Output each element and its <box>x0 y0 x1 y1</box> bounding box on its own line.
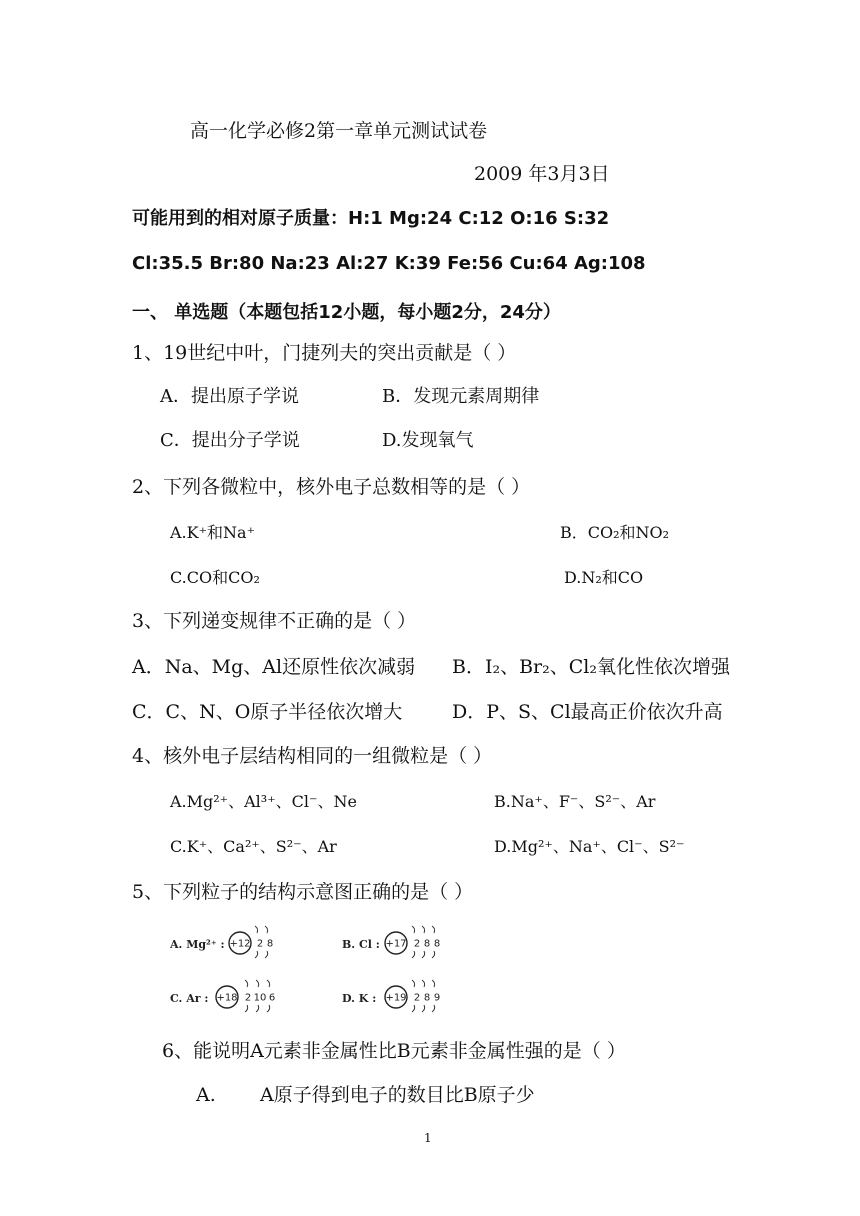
question-2-option-b: B．CO₂和NO₂ <box>560 523 670 542</box>
question-4-option-c: C.K⁺、Ca²⁺、S²⁻、Ar <box>170 837 337 856</box>
diagram-b-nucleus: +17 <box>385 938 407 950</box>
structure-diagram-b <box>342 918 472 966</box>
diagram-c-shell-3: 6 <box>268 992 276 1004</box>
diagram-c-nucleus: +18 <box>216 992 238 1004</box>
atomic-mass-line-2: Cl:35.5 Br:80 Na:23 Al:27 K:39 Fe:56 Cu:64 Ag:108 <box>132 253 646 274</box>
question-4-option-d: D.Mg²⁺、Na⁺、Cl⁻、S²⁻ <box>494 837 685 856</box>
diagram-d-shell-3: 9 <box>433 992 441 1004</box>
diagram-d-shell-1: 2 <box>413 992 421 1004</box>
question-4-option-b: B.Na⁺、F⁻、S²⁻、Ar <box>494 792 656 811</box>
question-1-option-d: D.发现氧气 <box>382 430 474 451</box>
diagram-a-shell-2: 8 <box>266 938 274 950</box>
diagram-a-nucleus: +12 <box>229 938 251 950</box>
atomic-mass-line-1: 可能用到的相对原子质量：H:1 Mg:24 C:12 O:16 S:32 <box>132 208 610 229</box>
exam-title: 高一化学必修2第一章单元测试试卷 <box>190 120 488 142</box>
diagram-a-shell-1: 2 <box>256 938 264 950</box>
structure-diagram-d <box>342 972 472 1020</box>
question-2-option-c: C.CO和CO₂ <box>170 568 260 587</box>
question-6-option-a-label: A. <box>196 1084 216 1106</box>
question-1-option-b: B．发现元素周期律 <box>382 386 540 407</box>
question-2-stem: 2、下列各微粒中，核外电子总数相等的是（ ） <box>132 476 531 498</box>
question-4-stem: 4、核外电子层结构相同的一组微粒是（ ） <box>132 745 493 767</box>
question-6-stem: 6、能说明A元素非金属性比B元素非金属性强的是（ ） <box>162 1040 626 1062</box>
structure-diagram-c <box>170 972 300 1020</box>
diagram-c-shell-2: 10 <box>253 992 267 1004</box>
question-6-option-a-text: A原子得到电子的数目比B原子少 <box>260 1084 535 1106</box>
diagram-c-shell-1: 2 <box>244 992 252 1004</box>
question-3-stem: 3、下列递变规律不正确的是（ ） <box>132 610 417 632</box>
exam-date: 2009 年3月3日 <box>474 163 610 185</box>
question-5-stem: 5、下列粒子的结构示意图正确的是（ ） <box>132 881 474 903</box>
page-number: 1 <box>424 1131 432 1145</box>
question-1-option-c: C．提出分子学说 <box>160 430 300 451</box>
question-1-stem: 1、19世纪中叶，门捷列夫的突出贡献是（ ） <box>132 342 517 364</box>
section-heading: 一、 单选题（本题包括12小题，每小题2分，24分） <box>132 302 561 323</box>
diagram-d-nucleus: +19 <box>385 992 407 1004</box>
question-3-option-a: A．Na、Mg、Al还原性依次减弱 <box>132 656 416 678</box>
structure-diagram-a <box>170 918 300 966</box>
diagram-b-shell-1: 2 <box>413 938 421 950</box>
question-3-option-d: D．P、S、Cl最高正价依次升高 <box>452 701 723 723</box>
question-4-option-a: A.Mg²⁺、Al³⁺、Cl⁻、Ne <box>170 792 357 811</box>
question-1-option-a: A．提出原子学说 <box>160 386 299 407</box>
question-3-option-b: B．I₂、Br₂、Cl₂氧化性依次增强 <box>452 656 730 678</box>
diagram-b-shell-2: 8 <box>423 938 431 950</box>
diagram-c-label: C. Ar : <box>170 992 209 1005</box>
diagram-d-label: D. K : <box>342 992 377 1005</box>
diagram-a-label: A. Mg²⁺ : <box>170 938 225 951</box>
question-2-option-d: D.N₂和CO <box>564 568 644 587</box>
diagram-d-shell-2: 8 <box>423 992 431 1004</box>
question-2-option-a: A.K⁺和Na⁺ <box>170 523 256 542</box>
diagram-b-label: B. Cl : <box>342 938 380 951</box>
diagram-b-shell-3: 8 <box>433 938 441 950</box>
question-3-option-c: C．C、N、O原子半径依次增大 <box>132 701 403 723</box>
